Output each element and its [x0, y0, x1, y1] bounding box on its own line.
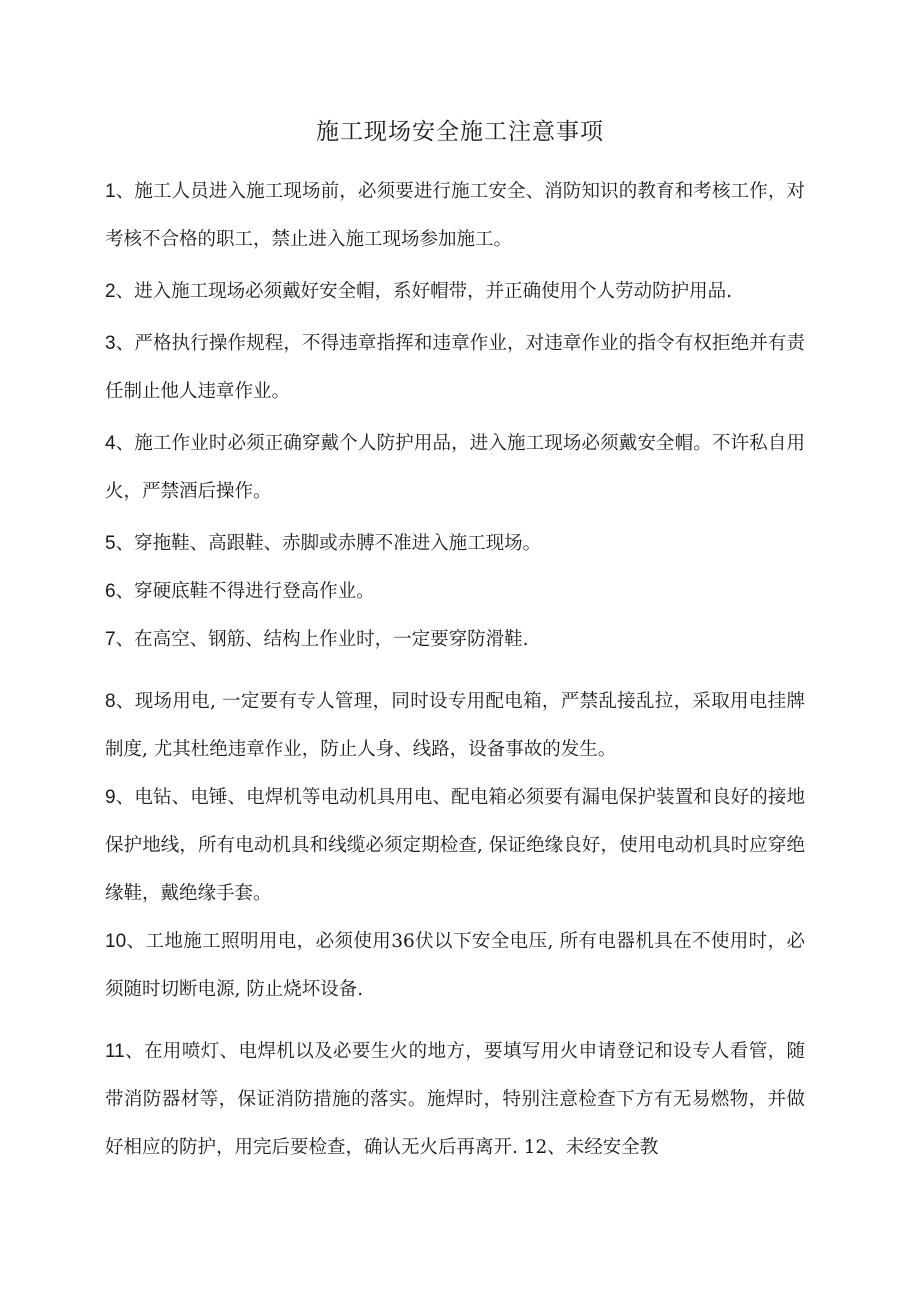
list-item	[105, 616, 805, 664]
item-number: 11	[105, 1041, 125, 1062]
item-text: 、穿硬底鞋不得进行登高作业。	[115, 581, 375, 602]
list-item	[105, 520, 805, 568]
item-number: 3	[105, 333, 116, 354]
list-item	[105, 168, 805, 264]
list-item	[105, 678, 805, 774]
list-item	[105, 1028, 805, 1172]
list-item	[105, 268, 805, 316]
item-number: 4	[105, 433, 116, 454]
item-number: 6	[105, 581, 116, 602]
list-item	[105, 774, 805, 918]
item-text: 、施工人员进入施工现场前，必须要进行施工安全、消防知识的教育和考核工作，对考核不合格的职工，禁止进入施工现场参加施工。	[105, 181, 805, 250]
item-text: 、电钻、电锤、电焊机等电动机具用电、配电箱必须要有漏电保护装置和良好的接地保护地线，所有电动机具和线缆必须定期检查, 保证绝缘良好，使用电动机具时应穿绝缘鞋，戴绝缘手套。	[105, 787, 805, 904]
item-text: 、施工作业时必须正确穿戴个人防护用品，进入施工现场必须戴安全帽。不许私自用火，严禁酒后操作。	[105, 433, 805, 502]
item-text: 、现场用电, 一定要有专人管理，同时设专用配电箱，严禁乱接乱拉，采取用电挂牌制度, 尤其杜绝违章作业，防止人身、线路，设备事故的发生。	[105, 691, 805, 760]
item-number: 2	[105, 281, 116, 302]
item-number: 9	[105, 787, 116, 808]
safety-items-list	[105, 168, 805, 1172]
document-title: 施工现场安全施工注意事项	[316, 119, 604, 145]
item-number: 7	[105, 629, 116, 650]
item-text: 、严格执行操作规程，不得违章指挥和违章作业，对违章作业的指令有权拒绝并有责任制止他人违章作业。	[105, 333, 805, 402]
list-item	[105, 568, 805, 616]
item-number: 1	[105, 181, 116, 202]
item-text: 、在用喷灯、电焊机以及必要生火的地方，要填写用火申请登记和设专人看管，随带消防器材等，保证消防措施的落实。施焊时，特别注意检查下方有无易燃物，并做好相应的防护，用完后要检查，确认无火后再离开. 12、未经安全教	[105, 1041, 805, 1158]
list-item	[105, 320, 805, 416]
item-text: 、在高空、钢筋、结构上作业时，一定要穿防滑鞋.	[115, 629, 529, 650]
item-text: 、穿拖鞋、高跟鞋、赤脚或赤膊不准进入施工现场。	[115, 533, 542, 554]
list-item	[105, 420, 805, 516]
item-number: 10	[105, 931, 127, 952]
list-item	[105, 918, 805, 1014]
item-text: 、进入施工现场必须戴好安全帽，系好帽带，并正确使用个人劳动防护用品.	[115, 281, 732, 302]
item-number: 8	[105, 691, 116, 712]
item-text: 、工地施工照明用电，必须使用36伏以下安全电压, 所有电器机具在不使用时，必须随时切断电源, 防止烧坏设备.	[105, 931, 805, 1000]
item-number: 5	[105, 533, 116, 554]
